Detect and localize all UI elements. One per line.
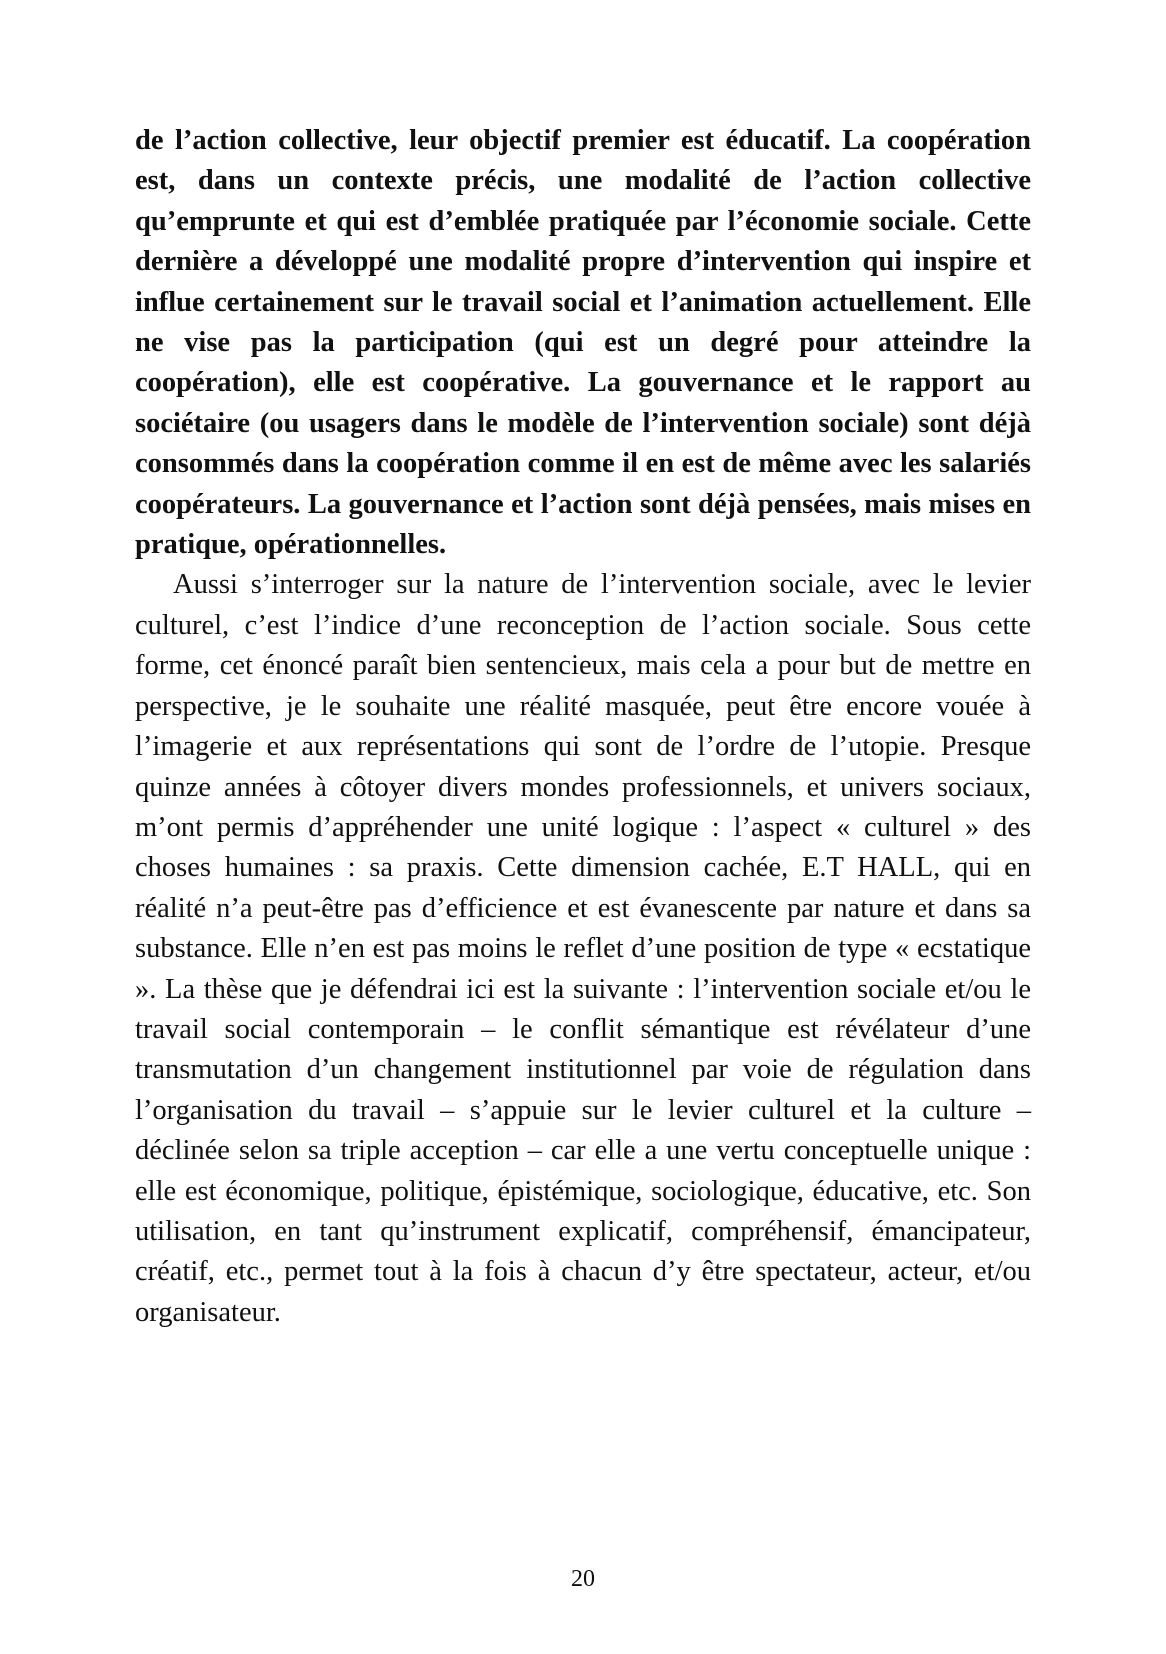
paragraph-main: Aussi s’interroger sur la nature de l’intervention sociale, avec le levier culturel, c’est l’indice d’une reconception de l’action sociale. Sous cette forme, cet énoncé paraît bien sentencieux, mais cela a pour but de mettre en perspective, je le souhaite une réalité masquée, peut être encore vouée à l’imagerie et aux représentations qui sont de l’ordre de l’utopie. Presque quinze années à côtoyer divers mondes professionnels, et univers sociaux, m’ont permis d’appréhender une unité logique : l’aspect « culturel » des choses humaines : sa praxis. Cette dimension cachée, E.T HALL, qui en réalité n’a peut-être pas d’efficience et est évanescente par nature et dans sa substance. Elle n’en est pas moins le reflet d’une position de type « ecstatique ». La thèse que je défendrai ici est la suivante : l’intervention sociale et/ou le travail social contemporain – le conflit sémantique est révélateur d’une transmutation d’un changement institutionnel par voie de régulation dans l’organisation du travail – s’appuie sur le levier culturel et la culture – déclinée selon sa triple acception – car elle a une vertu conceptuelle unique : elle est économique, politique, épistémique, sociologique, éducative, etc. Son utilisation, en tant qu’instrument explicatif, compréhensif, émancipateur, créatif, etc., permet tout à la fois à chacun d’y être spectateur, acteur, et/ou organisateur.: [135, 569, 1031, 1328]
paragraph-bold-intro: de l’action collective, leur objectif premier est éducatif. La coopération est, dans un contexte précis, une modalité de l’action collective qu’emprunte et qui est d’emblée pratiquée par l’économie sociale. Cette dernière a développé une modalité propre d’intervention qui inspire et influe certainement sur le travail social et l’animation actuellement. Elle ne vise pas la participation (qui est un degré pour atteindre la coopération), elle est coopérative. La gouvernance et le rapport au sociétaire (ou usagers dans le modèle de l’intervention sociale) sont déjà consommés dans la coopération comme il en est de même avec les salariés coopérateurs. La gouvernance et l’action sont déjà pensées, mais mises en pratique, opérationnelles.: [135, 125, 1031, 561]
page-number: 20: [571, 1566, 595, 1592]
page-body: [135, 121, 1031, 1333]
